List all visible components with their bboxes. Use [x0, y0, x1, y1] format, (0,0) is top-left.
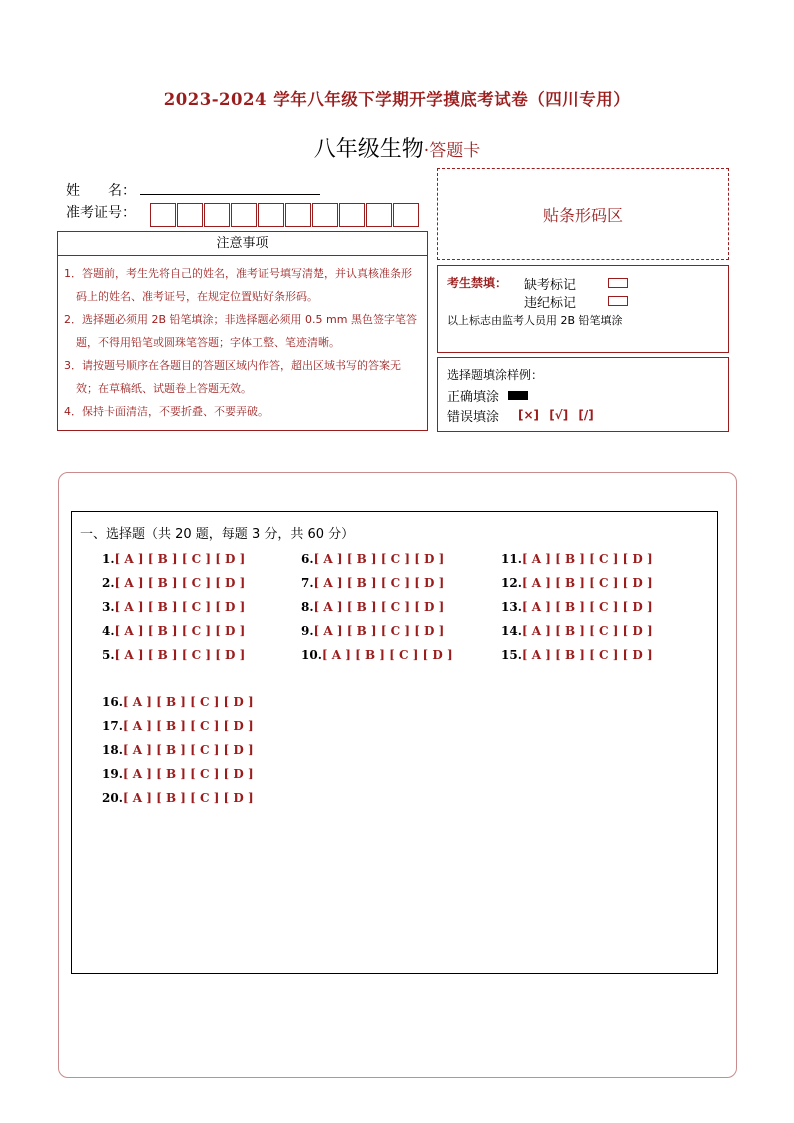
subject-name: 八年级生物 — [313, 137, 424, 162]
question-row[interactable] — [301, 624, 444, 638]
answer-options[interactable]: [ A ] [ B ] [ C ] [ D ] — [313, 552, 445, 566]
id-digit-box[interactable] — [231, 203, 257, 227]
id-digit-box[interactable] — [258, 203, 284, 227]
violation-mark[interactable] — [608, 296, 628, 306]
question-number: 9. — [301, 624, 314, 638]
name-label: 姓 名： — [66, 183, 136, 199]
answer-options[interactable]: [ A ] [ B ] [ C ] [ D ] — [122, 767, 254, 781]
answer-options[interactable]: [ A ] [ B ] [ C ] [ D ] — [521, 600, 653, 614]
question-number: 8. — [301, 600, 314, 614]
fill-sample-box — [437, 357, 729, 432]
absent-mark[interactable] — [608, 278, 628, 288]
name-field[interactable] — [140, 193, 320, 195]
notice-item: 2．选择题必须用 2B 铅笔填涂；非选择题必须用 0.5 mm 黑色签字笔答题，不得用铅笔或圆珠笔答题；字体工整、笔迹清晰。 — [64, 313, 417, 349]
question-row[interactable] — [102, 600, 245, 614]
id-digit-box[interactable] — [285, 203, 311, 227]
answer-options[interactable]: [ A ] [ B ] [ C ] [ D ] — [122, 695, 254, 709]
subject-title — [0, 132, 794, 163]
notice-item: 1．答题前，考生先将自己的姓名，准考证号填写清楚，并认真核准条形码上的姓名、准考证号，在规定位置贴好条形码。 — [64, 267, 412, 303]
section-title: 一、选择题（共 20 题，每题 3 分，共 60 分） — [80, 527, 355, 542]
notice-item: 4．保持卡面清洁，不要折叠、不要弄破。 — [64, 405, 269, 418]
question-row[interactable] — [102, 695, 254, 709]
id-digit-box[interactable] — [312, 203, 338, 227]
proctor-box — [437, 265, 729, 353]
question-number: 19. — [102, 767, 123, 781]
question-row[interactable] — [501, 552, 653, 566]
answer-options[interactable]: [ A ] [ B ] [ C ] [ D ] — [313, 576, 445, 590]
barcode-area: 贴条形码区 — [437, 168, 729, 260]
notice-list — [58, 256, 427, 423]
question-number: 11. — [501, 552, 522, 566]
question-row[interactable] — [501, 624, 653, 638]
correct-label: 正确填涂 — [447, 390, 500, 405]
proctor-note: 以上标志由监考人员用 2B 铅笔填涂 — [447, 314, 623, 327]
question-number: 16. — [102, 695, 123, 709]
question-row[interactable] — [102, 767, 254, 781]
answer-options[interactable]: [ A ] [ B ] [ C ] [ D ] — [114, 552, 246, 566]
question-row[interactable] — [102, 552, 245, 566]
question-number: 15. — [501, 648, 522, 662]
violation-label: 违纪标记 — [524, 296, 577, 311]
id-digit-box[interactable] — [177, 203, 203, 227]
question-row[interactable] — [501, 600, 653, 614]
question-number: 17. — [102, 719, 123, 733]
question-row[interactable] — [102, 743, 254, 757]
wrong-fill-samples: [×] [√] [/] — [518, 408, 594, 422]
question-number: 13. — [501, 600, 522, 614]
notice-title: 注意事项 — [58, 232, 427, 256]
answer-options[interactable]: [ A ] [ B ] [ C ] [ D ] — [122, 791, 254, 805]
id-label: 准考证号： — [66, 205, 136, 221]
answer-options[interactable]: [ A ] [ B ] [ C ] [ D ] — [114, 624, 246, 638]
answer-options[interactable]: [ A ] [ B ] [ C ] [ D ] — [521, 552, 653, 566]
question-number: 2. — [102, 576, 115, 590]
exam-title: 2023-2024 学年八年级下学期开学摸底考试卷（四川专用） — [163, 90, 631, 109]
answer-options[interactable]: [ A ] [ B ] [ C ] [ D ] — [114, 648, 246, 662]
question-row[interactable] — [301, 648, 453, 662]
question-row[interactable] — [501, 576, 653, 590]
question-number: 10. — [301, 648, 322, 662]
sample-title: 选择题填涂样例： — [447, 368, 544, 382]
answer-options[interactable]: [ A ] [ B ] [ C ] [ D ] — [114, 600, 246, 614]
absent-label: 缺考标记 — [524, 278, 577, 293]
question-number: 5. — [102, 648, 115, 662]
id-digit-box[interactable] — [150, 203, 176, 227]
question-row[interactable] — [301, 576, 444, 590]
question-number: 18. — [102, 743, 123, 757]
correct-fill-sample — [508, 391, 528, 400]
proctor-title: 考生禁填： — [447, 276, 508, 290]
notice-item: 3．请按题号顺序在各题目的答题区域内作答，超出区域书写的答案无效；在草稿纸、试题卷上答题无效。 — [64, 359, 401, 395]
question-row[interactable] — [102, 624, 245, 638]
answer-options[interactable]: [ A ] [ B ] [ C ] [ D ] — [114, 576, 246, 590]
question-row[interactable] — [102, 791, 254, 805]
question-number: 4. — [102, 624, 115, 638]
question-number: 7. — [301, 576, 314, 590]
question-row[interactable] — [301, 552, 444, 566]
question-row[interactable] — [102, 576, 245, 590]
notice-box — [57, 231, 428, 431]
question-number: 12. — [501, 576, 522, 590]
answer-options[interactable]: [ A ] [ B ] [ C ] [ D ] — [521, 624, 653, 638]
question-row[interactable] — [102, 648, 245, 662]
answer-options[interactable]: [ A ] [ B ] [ C ] [ D ] — [321, 648, 453, 662]
answer-card-label: ·答题卡 — [423, 141, 481, 161]
answer-options[interactable]: [ A ] [ B ] [ C ] [ D ] — [521, 576, 653, 590]
id-digit-box[interactable] — [366, 203, 392, 227]
answer-options[interactable]: [ A ] [ B ] [ C ] [ D ] — [521, 648, 653, 662]
question-row[interactable] — [102, 719, 254, 733]
answer-options[interactable]: [ A ] [ B ] [ C ] [ D ] — [313, 600, 445, 614]
id-digit-box[interactable] — [393, 203, 419, 227]
question-row[interactable] — [501, 648, 653, 662]
id-number-boxes[interactable] — [150, 203, 419, 227]
question-number: 3. — [102, 600, 115, 614]
question-number: 1. — [102, 552, 115, 566]
question-number: 6. — [301, 552, 314, 566]
question-row[interactable] — [301, 600, 444, 614]
id-digit-box[interactable] — [339, 203, 365, 227]
answer-options[interactable]: [ A ] [ B ] [ C ] [ D ] — [122, 743, 254, 757]
wrong-label: 错误填涂 — [447, 410, 500, 425]
question-number: 14. — [501, 624, 522, 638]
id-digit-box[interactable] — [204, 203, 230, 227]
answer-options[interactable]: [ A ] [ B ] [ C ] [ D ] — [122, 719, 254, 733]
question-number: 20. — [102, 791, 123, 805]
answer-options[interactable]: [ A ] [ B ] [ C ] [ D ] — [313, 624, 445, 638]
